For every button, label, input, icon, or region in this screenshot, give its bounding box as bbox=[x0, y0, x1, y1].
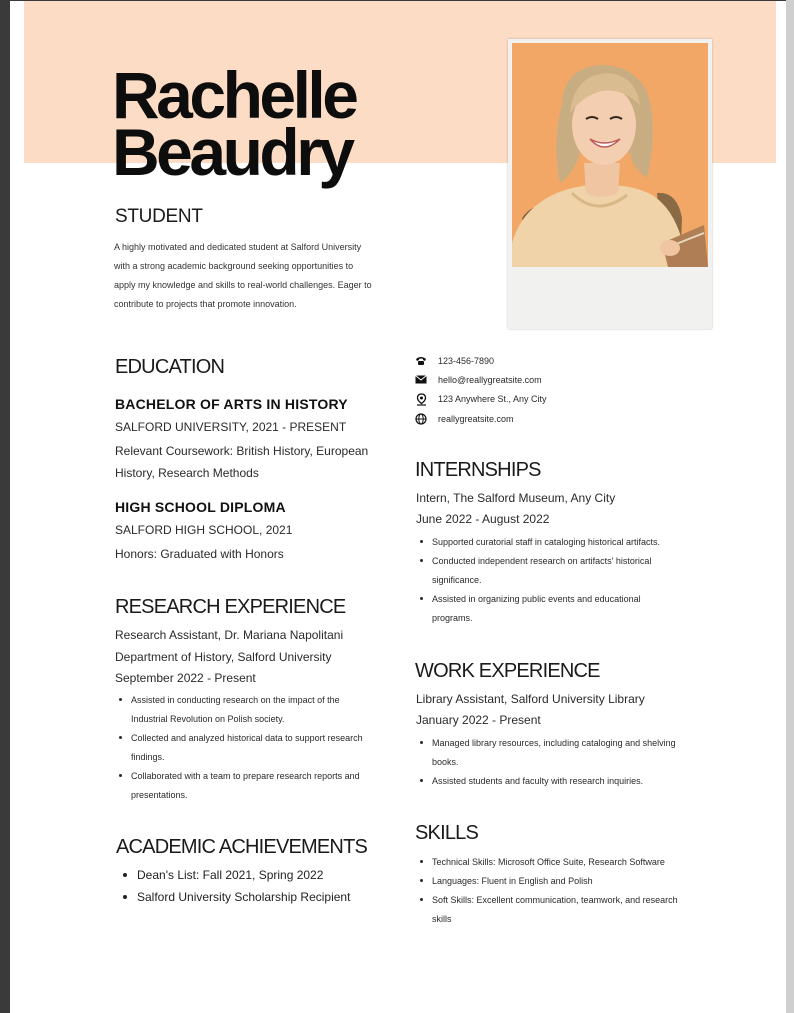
research-department: Department of History, Salford University bbox=[115, 650, 332, 664]
internships-heading: INTERNSHIPS bbox=[415, 459, 541, 481]
contact-email: hello@reallygreatsite.com bbox=[414, 370, 547, 389]
email-icon bbox=[414, 373, 428, 387]
list-item: Languages: Fluent in English and Polish bbox=[416, 872, 716, 891]
list-item: Assisted students and faculty with research inquiries. bbox=[416, 772, 716, 791]
work-bullets bbox=[416, 734, 716, 791]
contact-phone: 123-456-7890 bbox=[414, 351, 547, 370]
diploma-name: HIGH SCHOOL DIPLOMA bbox=[115, 499, 286, 515]
first-name: Rachelle bbox=[112, 58, 356, 132]
list-item: Assisted in organizing public events and educational programs. bbox=[416, 590, 706, 628]
coursework-line: Relevant Coursework: British History, European bbox=[115, 444, 369, 458]
degree-school: SALFORD UNIVERSITY, 2021 - PRESENT bbox=[115, 420, 347, 434]
work-heading: WORK EXPERIENCE bbox=[415, 660, 600, 682]
coursework-line: History, Research Methods bbox=[115, 466, 259, 480]
profile-photo bbox=[512, 43, 708, 267]
education-heading: EDUCATION bbox=[115, 356, 225, 378]
internship-position: Intern, The Salford Museum, Any City bbox=[416, 491, 616, 505]
work-position: Library Assistant, Salford University Library bbox=[416, 692, 645, 706]
resume-page bbox=[10, 1, 786, 1013]
skills-bullets bbox=[416, 853, 716, 929]
internship-dates: June 2022 - August 2022 bbox=[416, 512, 550, 526]
achievements-heading: ACADEMIC ACHIEVEMENTS bbox=[116, 836, 368, 858]
list-item: Conducted independent research on artifacts' historical significance. bbox=[416, 552, 706, 590]
contact-list bbox=[414, 351, 547, 428]
list-item: Dean's List: Fall 2021, Spring 2022 bbox=[115, 864, 350, 886]
globe-icon bbox=[414, 412, 428, 426]
profile-summary: A highly motivated and dedicated student at Salford University with a strong academic background seeking opportunities to apply my knowledge and skills to real-world challenges. Eager to contribute to projects that promote innovation. bbox=[114, 242, 372, 309]
last-name: Beaudry bbox=[112, 115, 352, 189]
role-title: STUDENT bbox=[115, 206, 203, 227]
list-item: Assisted in conducting research on the impact of the Industrial Revolution on Polish society. bbox=[115, 691, 385, 729]
research-heading: RESEARCH EXPERIENCE bbox=[115, 596, 346, 618]
location-icon bbox=[414, 392, 428, 406]
contact-website: reallygreatsite.com bbox=[414, 409, 547, 428]
diploma-honors: Honors: Graduated with Honors bbox=[115, 547, 284, 561]
degree-name: BACHELOR OF ARTS IN HISTORY bbox=[115, 396, 348, 412]
list-item: Collected and analyzed historical data to support research findings. bbox=[115, 729, 385, 767]
list-item: Salford University Scholarship Recipient bbox=[115, 886, 350, 908]
viewer-edge bbox=[786, 0, 794, 1013]
achievements-list bbox=[115, 864, 350, 908]
list-item: Technical Skills: Microsoft Office Suite, Research Software bbox=[416, 853, 716, 872]
list-item: Managed library resources, including cataloging and shelving books. bbox=[416, 734, 716, 772]
portrait-illustration bbox=[512, 43, 708, 267]
list-item: Collaborated with a team to prepare research reports and presentations. bbox=[115, 767, 385, 805]
diploma-school: SALFORD HIGH SCHOOL, 2021 bbox=[115, 523, 293, 537]
list-item: Supported curatorial staff in cataloging historical artifacts. bbox=[416, 533, 706, 552]
skills-heading: SKILLS bbox=[415, 822, 479, 844]
contact-address: 123 Anywhere St., Any City bbox=[414, 390, 547, 409]
research-position: Research Assistant, Dr. Mariana Napolitani bbox=[115, 628, 344, 642]
work-dates: January 2022 - Present bbox=[416, 713, 541, 727]
list-item: Soft Skills: Excellent communication, teamwork, and research skills bbox=[416, 891, 716, 929]
internship-bullets bbox=[416, 533, 706, 628]
research-bullets bbox=[115, 691, 385, 805]
profile-photo-frame bbox=[508, 39, 712, 329]
research-dates: September 2022 - Present bbox=[115, 671, 256, 685]
phone-icon bbox=[414, 354, 428, 368]
candidate-name bbox=[112, 58, 356, 189]
